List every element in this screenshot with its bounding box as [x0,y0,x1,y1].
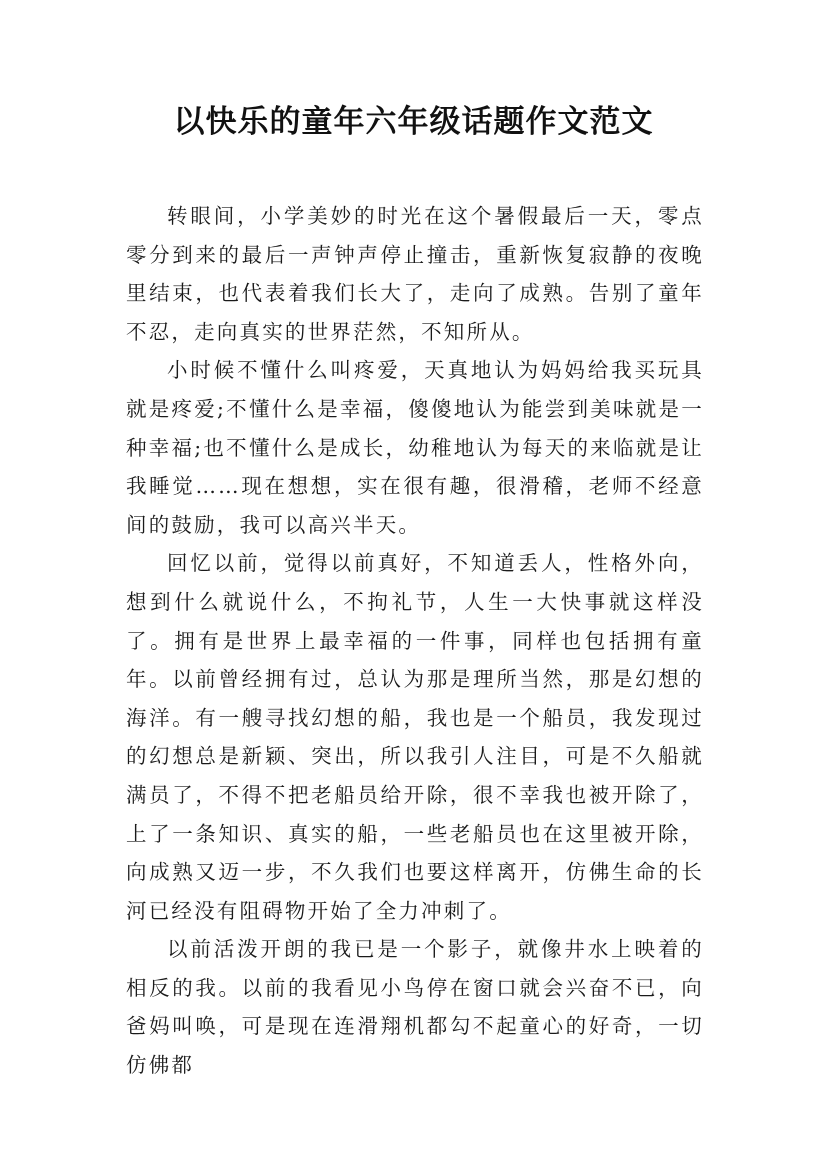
paragraph-3: 回忆以前，觉得以前真好，不知道丢人，性格外向，想到什么就说什么，不拘礼节，人生一大快事就这样没了。拥有是世界上最幸福的一件事，同样也包括拥有童年。以前曾经拥有过，总认为那是理所当然，那是幻想的海洋。有一艘寻找幻想的船，我也是一个船员，我发现过的幻想总是新颖、突出，所以我引人注目，可是不久船就满员了，不得不把老船员给开除，很不幸我也被开除了，上了一条知识、真实的船，一些老船员也在这里被开除，向成熟又迈一步，不久我们也要这样离开，仿佛生命的长河已经没有阻碍物开始了全力冲刺了。 [126,551,704,923]
paragraph-1: 转眼间，小学美妙的时光在这个暑假最后一天，零点零分到来的最后一声钟声停止撞击，重新恢复寂静的夜晚里结束，也代表着我们长大了，走向了成熟。告别了童年不忍，走向真实的世界茫然，不知所从。 [126,204,704,344]
document-title: 以快乐的童年六年级话题作文范文 [173,104,654,140]
paragraph-4: 以前活泼开朗的我已是一个影子，就像井水上映着的相反的我。以前的我看见小鸟停在窗口就会兴奋不已，向爸妈叫唤，可是现在连滑翔机都勾不起童心的好奇，一切仿佛都 [126,937,704,1078]
paragraph-2: 小时候不懂什么叫疼爱，天真地认为妈妈给我买玩具就是疼爱;不懂什么是幸福，傻傻地认为能尝到美味就是一种幸福;也不懂什么是成长，幼稚地认为每天的来临就是让我睡觉……现在想想，实在很有趣，很滑稽，老师不经意间的鼓励，我可以高兴半天。 [126,358,704,537]
document-body [126,197,704,1085]
